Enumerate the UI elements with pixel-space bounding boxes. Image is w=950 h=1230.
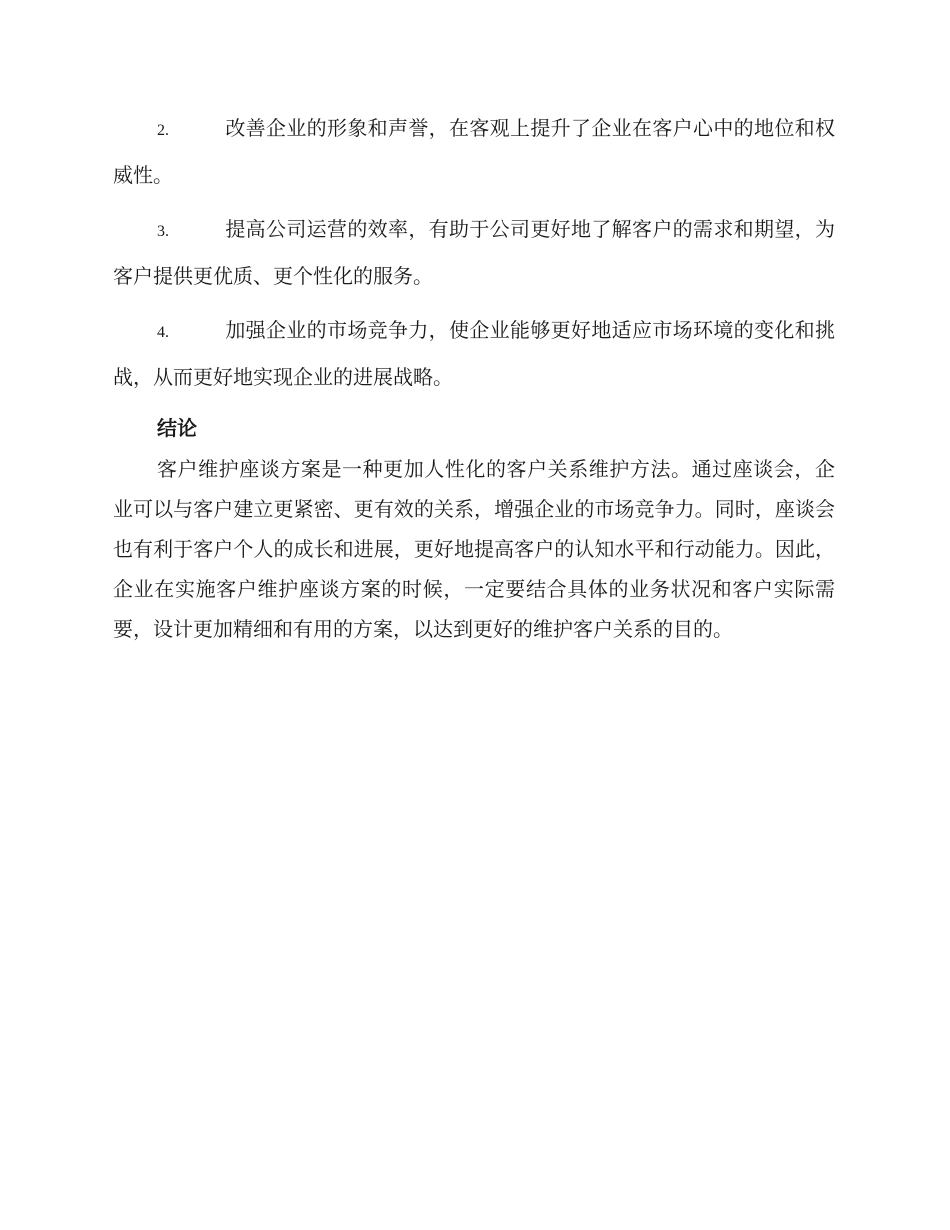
conclusion-paragraph: 客户维护座谈方案是一种更加人性化的客户关系维护方法。通过座谈会，企业可以与客户建立更紧密、更有效的关系，增强企业的市场竞争力。同时，座谈会也有利于客户个人的成长和进展，更好地提高客户的认知水平和行动能力。因此，企业在实施客户维护座谈方案的时候，一定要结合具体的业务状况和客户实际需要，设计更加精细和有用的方案，以达到更好的维护客户关系的目的。 (113, 457, 835, 641)
list-item-number: 4. (157, 324, 169, 341)
list-item-number: 3. (157, 223, 169, 240)
list-item-text: 加强企业的市场竞争力，使企业能够更好地适应市场环境的变化和挑战，从而更好地实现企业的进展战略。 (113, 318, 835, 389)
list-item (113, 207, 835, 298)
list-item-number: 2. (157, 122, 169, 139)
list-item-text: 提高公司运营的效率，有助于公司更好地了解客户的需求和期望，为客户提供更优质、更个性化的服务。 (113, 217, 835, 288)
list-item (113, 308, 835, 399)
list-item (113, 106, 835, 197)
document-page (113, 106, 835, 649)
list-item-text: 改善企业的形象和声誉，在客观上提升了企业在客户心中的地位和权威性。 (113, 116, 835, 187)
section-heading: 结论 (157, 416, 197, 440)
